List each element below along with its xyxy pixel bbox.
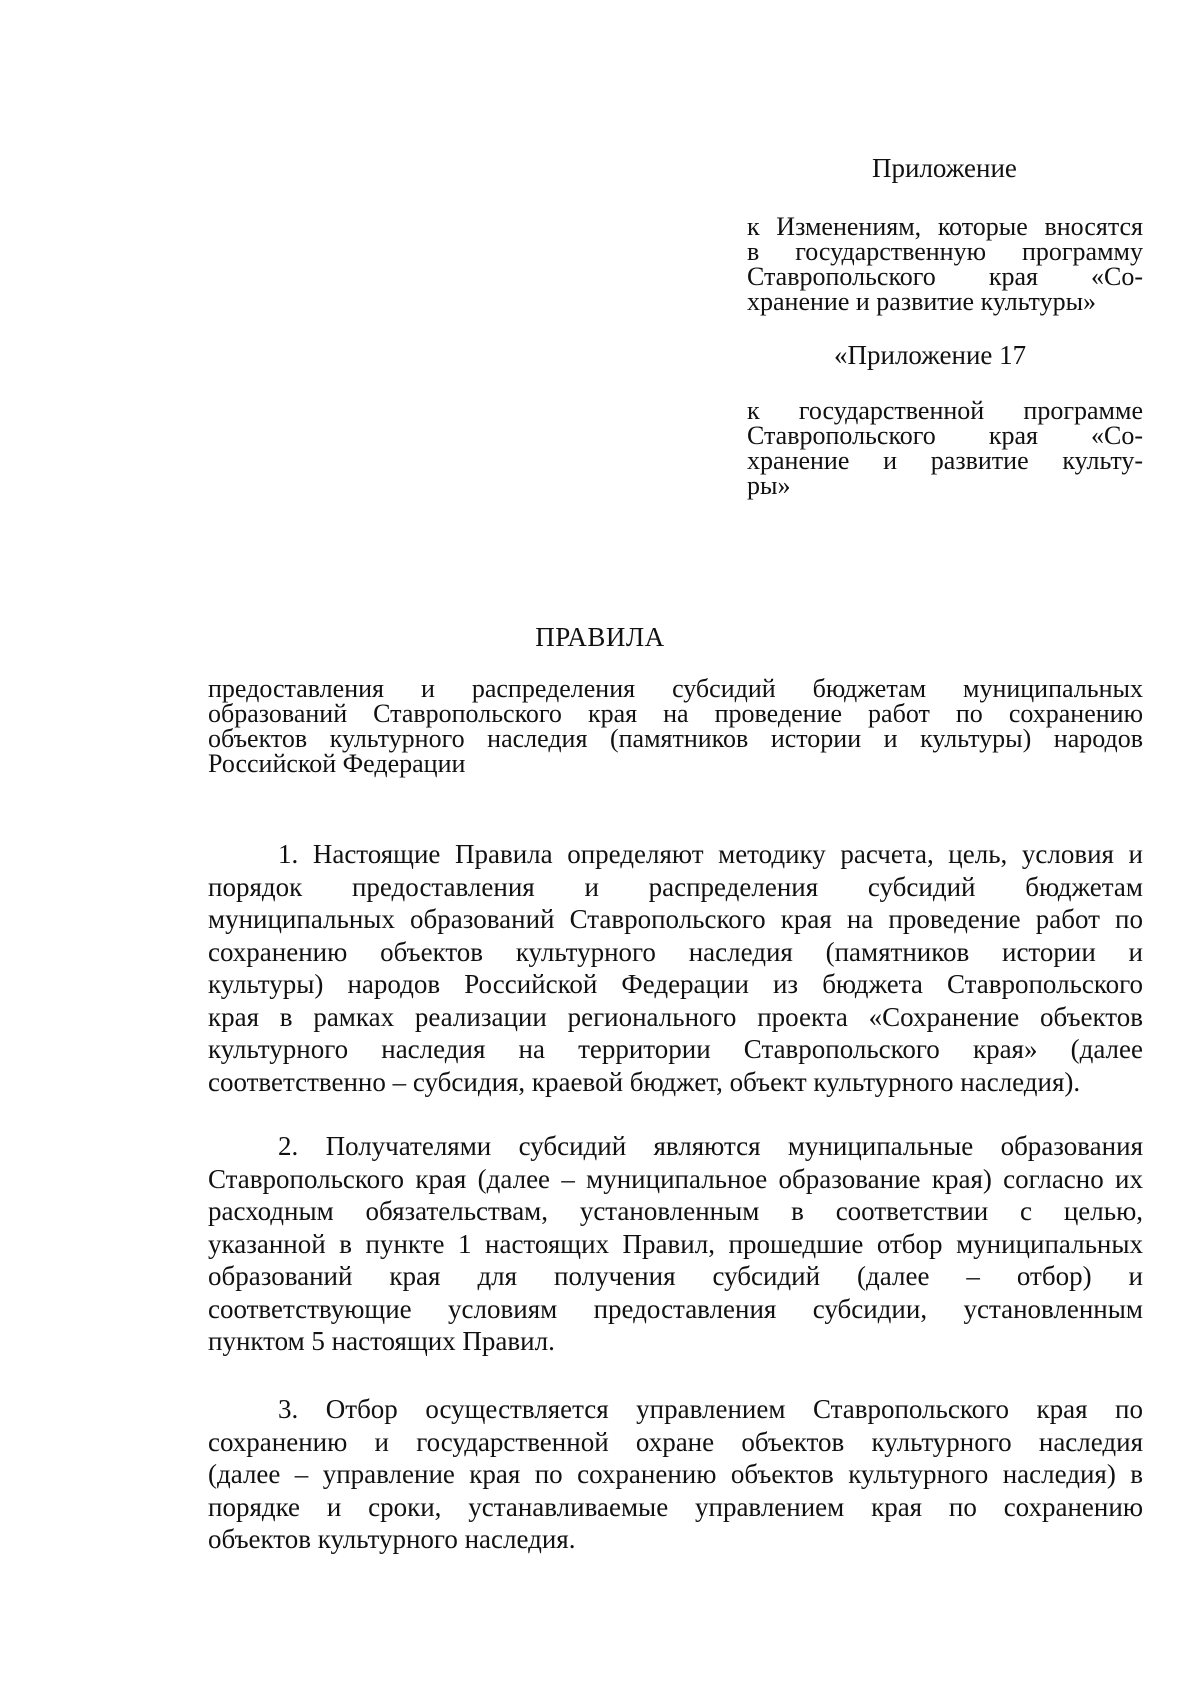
paragraph-2 [208, 1130, 1143, 1358]
paragraph-line: 2. Получателями субсидий являются муниципальные образования [278, 1131, 1143, 1161]
paragraph-line: муниципальных образований Ставропольского края на проведение работ по [208, 904, 1143, 934]
annex-17-reference-line: хранение и развитие культу- [747, 446, 1143, 475]
annex-17-title: «Приложение 17 [834, 340, 1027, 370]
paragraph-line: соответственно – субсидия, краевой бюджет, объект культурного наследия). [208, 1066, 1081, 1097]
subtitle-line: Российской Федерации [208, 749, 466, 778]
annex-17-reference [747, 398, 1143, 498]
paragraph-line: сохранению объектов культурного наследия (памятников истории и [208, 936, 1143, 967]
annex-17-reference-line: Ставропольского края «Со- [747, 421, 1143, 450]
document-heading: ПРАВИЛА [535, 622, 665, 652]
annex-17-reference-line: ры» [747, 471, 791, 500]
annex-reference-line: в государственную программу [747, 237, 1143, 266]
paragraph-line: 3. Отбор осуществляется управлением Ставропольского края по [278, 1394, 1143, 1424]
annex-title: Приложение [872, 153, 1017, 183]
paragraph-line: указанной в пункте 1 настоящих Правил, прошедшие отбор муниципальных [208, 1228, 1143, 1259]
paragraph-line: образований края для получения субсидий (далее – отбор) и [208, 1261, 1143, 1291]
annex-reference-line: хранение и развитие культуры» [747, 287, 1097, 316]
subtitle-line: объектов культурного наследия (памятников истории и культуры) народов [208, 724, 1143, 753]
paragraph-line: порядок предоставления и распределения субсидий бюджетам [208, 871, 1143, 902]
annex-reference-line: к Изменениям, которые вносятся [747, 212, 1143, 241]
paragraph-line: сохранению и государственной охране объектов культурного наследия [208, 1426, 1143, 1457]
annex-reference-line: Ставропольского края «Со- [747, 262, 1143, 291]
annex-reference [747, 214, 1143, 314]
paragraph-line: культуры) народов Российской Федерации из бюджета Ставропольского [208, 969, 1143, 999]
paragraph-line: соответствующие условиям предоставления субсидии, установленным [208, 1293, 1143, 1324]
subtitle-line: предоставления и распределения субсидий бюджетам муниципальных [208, 674, 1143, 703]
subtitle-line: образований Ставропольского края на проведение работ по сохранению [208, 699, 1143, 728]
paragraph-line: объектов культурного наследия. [208, 1524, 576, 1554]
annex-17-reference-line: к государственной программе [747, 396, 1143, 425]
paragraph-3 [208, 1393, 1143, 1556]
paragraph-1 [208, 838, 1143, 1098]
paragraph-line: края в рамках реализации регионального проекта «Сохранение объектов [208, 1001, 1143, 1032]
paragraph-line: порядке и сроки, устанавливаемые управлением края по сохранению [208, 1491, 1143, 1522]
document-subtitle [208, 676, 1143, 776]
paragraph-line: 1. Настоящие Правила определяют методику расчета, цель, условия и [278, 839, 1143, 869]
paragraph-line: Ставропольского края (далее – муниципальное образование края) согласно их [208, 1163, 1143, 1194]
paragraph-line: расходным обязательствам, установленным в соответствии с целью, [208, 1196, 1143, 1226]
paragraph-line: пунктом 5 настоящих Правил. [208, 1326, 555, 1356]
paragraph-line: культурного наследия на территории Ставропольского края» (далее [208, 1034, 1143, 1064]
paragraph-line: (далее – управление края по сохранению объектов культурного наследия) в [208, 1459, 1143, 1489]
